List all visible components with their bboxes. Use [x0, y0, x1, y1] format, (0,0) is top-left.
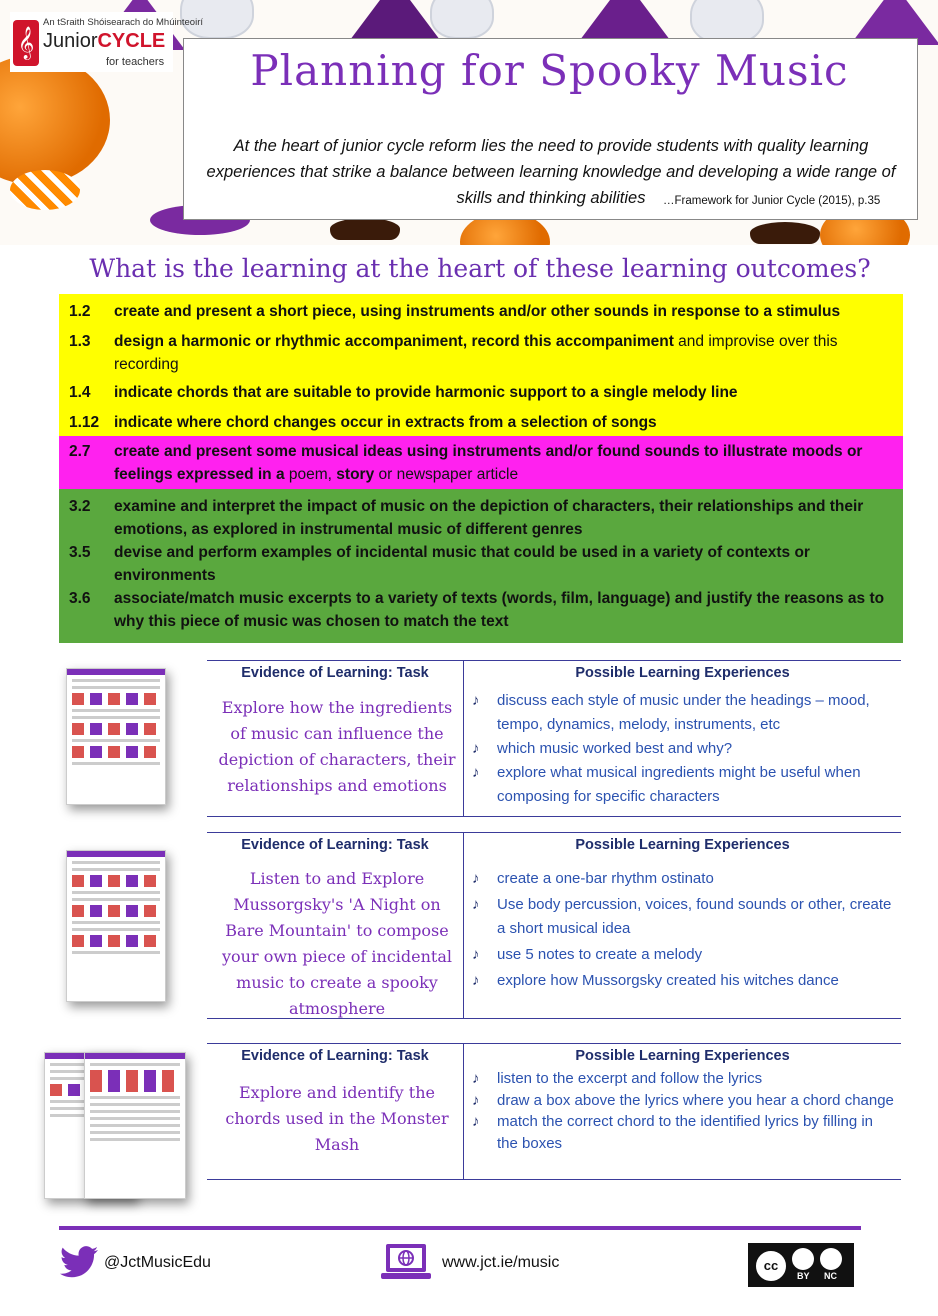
- list-item: [464, 867, 894, 891]
- candy-decoration: [10, 170, 80, 210]
- thumbnail-images: [72, 693, 160, 705]
- thumbnail-line: [90, 1124, 180, 1127]
- task-description: Explore and identify the chords used in the Monster Mash: [225, 1083, 449, 1154]
- task-column-header: Evidence of Learning: Task: [241, 665, 429, 681]
- task-column-header: Evidence of Learning: Task: [241, 1048, 429, 1064]
- list-item: [464, 943, 894, 967]
- outcome-bold-text: create and present some musical ideas using instruments and/or found sounds to illustrate moods or feelings expressed in a: [114, 443, 863, 483]
- outcome-text: create and present a short piece, using instruments and/or other sounds in response to a stimulus: [114, 303, 841, 320]
- outcome-plain-text: and improvise over this recording: [114, 333, 838, 373]
- strand-2-outcomes: [59, 436, 903, 489]
- outcome-number: 1.3: [69, 333, 91, 350]
- logo-for-teachers: for teachers: [106, 56, 165, 68]
- outcome-plain-text: or newspaper article: [374, 466, 519, 483]
- outcome-text: examine and interpret the impact of music on the depiction of characters, their relationships and their emotions, as explored in instrumental music of different genres: [114, 498, 864, 538]
- music-note-icon: ♪: [472, 946, 480, 963]
- list-item: [464, 1111, 894, 1154]
- witch-hat-decoration: [350, 0, 440, 40]
- thumbnail-line: [90, 1096, 180, 1099]
- logo-junior-text: Junior: [43, 30, 98, 52]
- twitter-handle[interactable]: @JctMusicEdu: [104, 1254, 211, 1271]
- experience-list: [464, 689, 894, 809]
- thumbnail-banner: [67, 851, 165, 857]
- thumbnail-line: [90, 1117, 180, 1120]
- experience-list: [464, 1068, 894, 1154]
- list-item: [464, 969, 894, 993]
- logo-wordmark: [43, 30, 165, 53]
- ghost-decoration: [430, 0, 494, 39]
- thumbnail-banner: [67, 669, 165, 675]
- task-description: Listen to and Explore Mussorgsky's 'A Night on Bare Mountain' to compose your own piece of incidental music to create a spooky atmosphere: [221, 869, 452, 1018]
- music-note-icon: ♪: [472, 740, 480, 757]
- outcome-text: [114, 440, 894, 486]
- list-item: [464, 761, 894, 809]
- quote-citation: …Framework for Junior Cycle (2015), p.35: [663, 195, 881, 207]
- thumbnail-banner: [85, 1053, 185, 1059]
- thumbnail-images: [72, 935, 160, 947]
- resource-thumbnail[interactable]: [84, 1052, 186, 1199]
- music-note-icon: ♪: [472, 972, 480, 989]
- thumbnail-line: [90, 1131, 180, 1134]
- list-item: [464, 1068, 894, 1090]
- page-title: Planning for Spooky Music: [250, 46, 849, 95]
- outcome-number: 1.4: [69, 384, 91, 401]
- thumbnail-line: [90, 1103, 180, 1106]
- thumbnail-line: [72, 891, 160, 894]
- experience-list: [464, 867, 894, 993]
- thumbnail-line: [72, 921, 160, 924]
- resource-thumbnail[interactable]: [66, 668, 166, 805]
- music-note-icon: ♪: [472, 1070, 480, 1087]
- outcome-bold-text: story: [336, 466, 375, 483]
- strand-1-outcomes: [59, 294, 903, 436]
- creative-commons-badge[interactable]: [748, 1243, 854, 1287]
- task-column-header: Evidence of Learning: Task: [241, 837, 429, 853]
- list-item: [464, 893, 894, 941]
- thumbnail-line: [72, 762, 160, 765]
- bat-decoration: [750, 222, 820, 244]
- outcome-text: devise and perform examples of incidental music that could be used in a variety of contexts or environments: [114, 544, 810, 584]
- list-item: [464, 737, 894, 761]
- music-note-icon: ♪: [472, 764, 480, 781]
- row-divider: [207, 1043, 901, 1044]
- thumbnail-line: [72, 898, 160, 901]
- experience-text: listen to the excerpt and follow the lyrics: [497, 1070, 763, 1087]
- experience-text: create a one-bar rhythm ostinato: [497, 870, 714, 887]
- thumbnail-line: [72, 716, 160, 719]
- treble-clef-icon: 𝄞: [13, 20, 39, 66]
- experience-text: discuss each style of music under the headings – mood, tempo, dynamics, melody, instruments, etc: [497, 692, 870, 733]
- music-note-icon: ♪: [472, 692, 480, 709]
- music-note-icon: ♪: [472, 1113, 480, 1130]
- resource-thumbnail[interactable]: [66, 850, 166, 1002]
- junior-cycle-logo[interactable]: [10, 12, 204, 72]
- thumbnail-line: [72, 679, 160, 682]
- logo-irish-text: An tSraith Shóisearach do Mhúinteoirí: [43, 17, 204, 28]
- thumbnail-line: [72, 861, 160, 864]
- experience-text: explore what musical ingredients might be useful when composing for specific characters: [497, 764, 861, 805]
- outcome-text: indicate where chord changes occur in extracts from a selection of songs: [114, 414, 657, 431]
- thumbnail-line: [90, 1138, 180, 1141]
- cc-circle-icon: cc: [754, 1249, 788, 1283]
- outcome-plain-text: poem,: [288, 466, 337, 483]
- music-note-icon: ♪: [472, 870, 480, 887]
- thumbnail-line: [72, 951, 160, 954]
- thumbnail-line: [72, 928, 160, 931]
- thumbnail-line: [72, 739, 160, 742]
- row-divider: [207, 816, 901, 817]
- witch-hat-decoration: [580, 0, 670, 40]
- music-note-icon: ♪: [472, 1091, 480, 1109]
- experiences-column-header: Possible Learning Experiences: [575, 1048, 790, 1064]
- experience-text: draw a box above the lyrics where you hear a chord change: [497, 1091, 894, 1109]
- thumbnail-images: [72, 875, 160, 887]
- thumbnail-line: [72, 686, 160, 689]
- row-divider: [207, 1179, 901, 1180]
- outcome-text: [114, 330, 894, 376]
- strand-3-outcomes: [59, 489, 903, 643]
- thumbnail-images: [72, 746, 160, 758]
- experience-text: use 5 notes to create a melody: [497, 946, 703, 963]
- thumbnail-line: [72, 868, 160, 871]
- outcome-number: 3.2: [69, 498, 91, 515]
- logo-cycle-text: CYCLE: [97, 30, 166, 52]
- thumbnail-line: [90, 1110, 180, 1113]
- bat-decoration: [330, 218, 400, 240]
- thumbnail-images: [72, 723, 160, 735]
- outcome-bold-text: design a harmonic or rhythmic accompaniment, record this accompaniment: [114, 333, 674, 350]
- experience-text: Use body percussion, voices, found sounds or other, create a short musical idea: [497, 896, 892, 937]
- experience-text: match the correct chord to the identified lyrics by filling in the boxes: [497, 1113, 874, 1152]
- experience-text: which music worked best and why?: [497, 740, 733, 757]
- outcome-number: 2.7: [69, 443, 91, 460]
- twitter-icon[interactable]: [60, 1246, 98, 1278]
- list-item: [464, 689, 894, 737]
- outcome-text: associate/match music excerpts to a variety of texts (words, film, language) and justify the reasons as to why this piece of music was chosen to match the text: [114, 590, 885, 630]
- outcome-number: 1.2: [69, 303, 91, 320]
- music-note-icon: ♪: [472, 896, 480, 913]
- experiences-column-header: Possible Learning Experiences: [575, 837, 790, 853]
- thumbnail-line: [72, 709, 160, 712]
- pumpkin-decoration: [0, 55, 110, 185]
- thumbnail-line: [90, 1063, 180, 1066]
- thumbnail-images: [90, 1070, 180, 1092]
- experiences-column-header: Possible Learning Experiences: [575, 665, 790, 681]
- row-divider: [207, 832, 901, 833]
- experience-text: explore how Mussorgsky created his witches dance: [497, 972, 839, 989]
- outcome-number: 3.5: [69, 544, 91, 561]
- noncommercial-icon: [820, 1248, 842, 1270]
- by-label: BY: [797, 1271, 810, 1281]
- website-link[interactable]: www.jct.ie/music: [442, 1254, 560, 1271]
- outcome-number: 3.6: [69, 590, 91, 607]
- list-item: [464, 1090, 894, 1112]
- framework-quote: At the heart of junior cycle reform lies the need to provide students with quality learning experiences that strike a balance between learning knowledge and developing a wide range of skills and thinking abilities: [206, 137, 896, 207]
- website-laptop-icon[interactable]: [380, 1242, 432, 1282]
- thumbnail-images: [72, 905, 160, 917]
- outcome-text: indicate chords that are suitable to provide harmonic support to a single melody line: [114, 384, 738, 401]
- attribution-icon: [792, 1248, 814, 1270]
- task-description: Explore how the ingredients of music can influence the depiction of characters, their relationships and emotions: [218, 698, 456, 795]
- section-heading: What is the learning at the heart of these learning outcomes?: [89, 254, 871, 283]
- footer-rule: [59, 1226, 861, 1230]
- outcome-number: 1.12: [69, 414, 100, 431]
- row-divider: [207, 660, 901, 661]
- nc-label: NC: [824, 1271, 837, 1281]
